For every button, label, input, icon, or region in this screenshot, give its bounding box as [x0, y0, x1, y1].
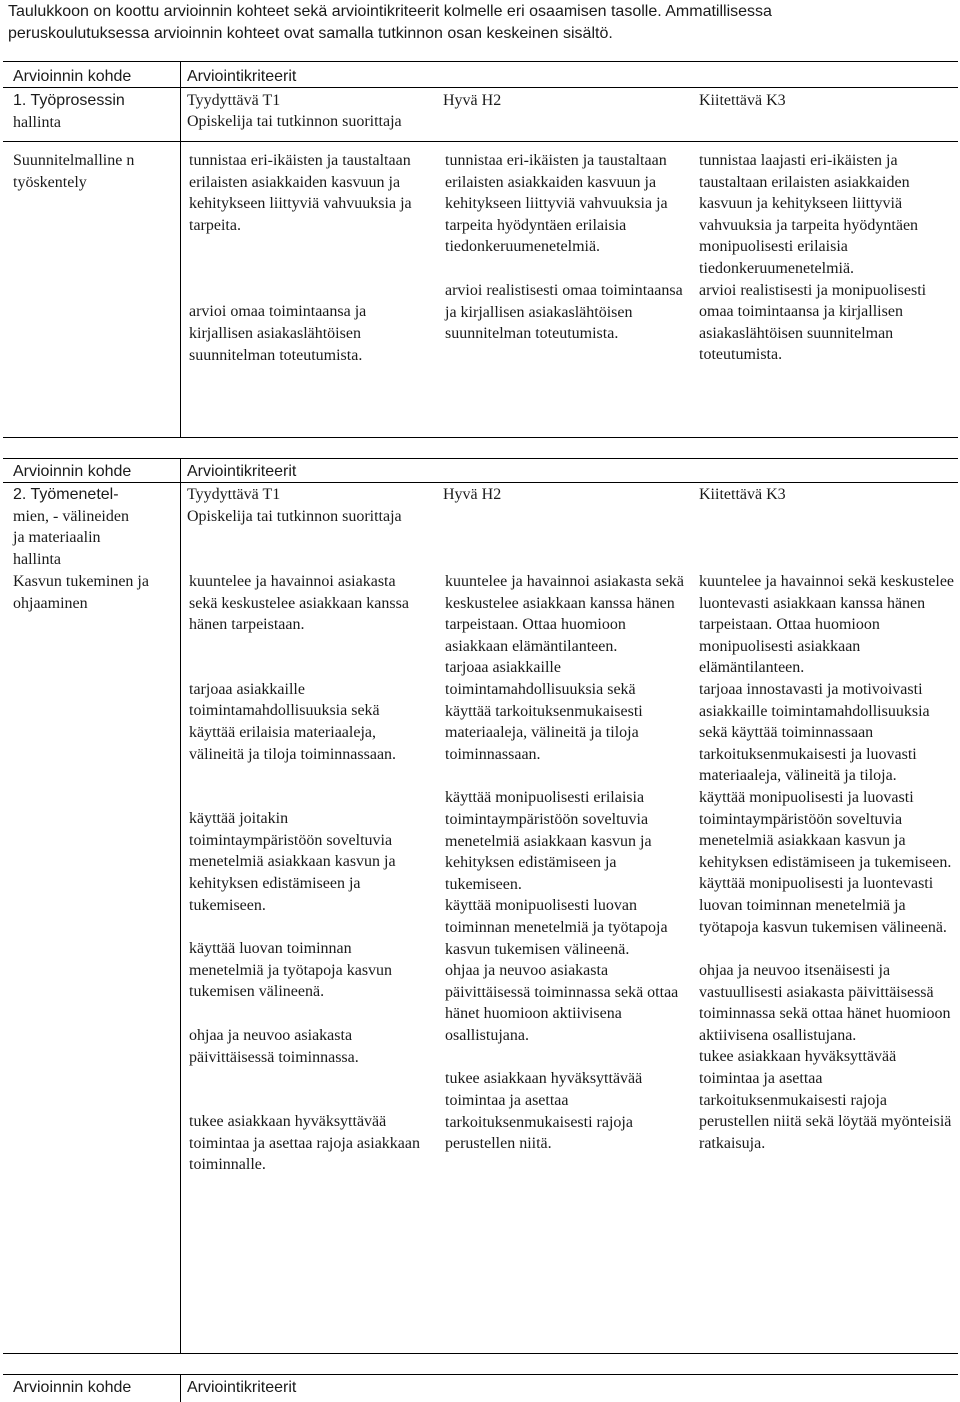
assessment-target-header: Arvioinnin kohde: [13, 463, 132, 480]
criterion-text: kuuntelee ja havainnoi asiakasta sekä keskustelee asiakkaan kanssa hänen tarpeistaan.: [189, 573, 409, 634]
row-label: Kasvun tukeminen ja ohjaaminen: [13, 573, 149, 612]
criterion-text: ohjaa ja neuvoo itsenäisesti ja vastuullisesti asiakasta päivittäisessä toiminnassa sekä ottaa hänet huomioon aktiivisena osallistujana.: [699, 962, 951, 1044]
criterion-text: arvioi realistisesti ja monipuolisesti omaa toimintaansa ja kirjallisen asiakaslähtöisen suunnitelman toteutumista.: [699, 281, 927, 364]
criterion-text: tukee asiakkaan hyväksyttävää toimintaa ja asettaa tarkoituksenmukaisesti rajoja perustellen niitä sekä löytää myönteisiä ratkaisuja.: [699, 1048, 952, 1152]
t1-criteria: [189, 150, 429, 366]
criterion-text: tarjoaa innostavasti ja motivoivasti asiakkaille toimintamahdollisuuksia sekä käyttää toiminnassaan tarkoituksenmukaisesti ja luovasti materiaaleja, välineitä ja tiloja.: [699, 680, 930, 785]
level-k3-header: Kiitettävä K3: [699, 92, 786, 109]
k3-criteria: [699, 150, 954, 366]
criterion-text: käyttää luovan toiminnan menetelmiä ja työtapoja kasvun tukemisen välineenä.: [189, 940, 393, 1001]
table-rule: [3, 1353, 958, 1354]
h2-criteria: [445, 150, 685, 345]
criterion-text: kuuntelee ja havainnoi asiakasta sekä keskustelee asiakkaan kanssa hänen tarpeistaan. Ottaa huomioon asiakkaan elämäntilanteen.: [445, 573, 685, 655]
area-subtitle: hallinta: [13, 550, 61, 568]
table-rule: [3, 437, 958, 438]
criterion-text: tunnistaa eri-ikäisten ja taustaltaan erilaisten asiakkaiden kasvuun ja kehitykseen liittyviä vahvuuksia ja tarpeita.: [189, 152, 412, 234]
criterion-text: tukee asiakkaan hyväksyttävää toimintaa ja asettaa tarkoituksenmukaisesti rajoja perustellen niitä.: [445, 1070, 643, 1153]
criterion-text: arvioi omaa toimintaansa ja kirjallisen asiakaslähtöisen suunnitelman toteutumista.: [189, 303, 367, 364]
column-rule: [180, 1374, 181, 1402]
intro-line-2: peruskoulutuksessa arvioinnin kohteet ovat samalla tutkinnon osan keskeinen sisältö.: [8, 24, 613, 42]
level-k3-header: Kiitettävä K3: [699, 486, 786, 503]
table-rule: [3, 1374, 958, 1375]
criterion-text: ohjaa ja neuvoo asiakasta päivittäisessä toiminnassa.: [189, 1026, 359, 1066]
level-h2-header: Hyvä H2: [443, 92, 502, 109]
level-t1-header: Tyydyttävä T1: [187, 92, 281, 109]
intro-line-1: Taulukkoon on koottu arvioinnin kohteet sekä arviointikriteerit kolmelle eri osaamisen tasolle. Ammatillisessa: [8, 3, 772, 20]
t1-criteria: [189, 571, 424, 1176]
area-title: 1. Työprosessin: [13, 92, 125, 109]
assessment-area: [13, 484, 178, 570]
criterion-text: käyttää monipuolisesti ja luovasti toimintaympäristöön soveltuvia menetelmiä asiakkaan kasvun ja kehityksen edistämiseen ja tukemiseen.: [699, 788, 952, 871]
subject-label: Opiskelija tai tutkinnon suorittaja: [187, 508, 402, 525]
area-subtitle: hallinta: [13, 113, 61, 131]
level-h2-header: Hyvä H2: [443, 486, 502, 503]
criteria-header: Arviointikriteerit: [187, 68, 297, 85]
table-rule: [3, 61, 958, 62]
h2-criteria: [445, 571, 685, 1155]
area-title: 2. Työmenetel-: [13, 486, 119, 503]
criterion-text: arvioi realistisesti omaa toimintaansa ja kirjallisen asiakaslähtöisen suunnitelman toteutumista.: [445, 281, 683, 343]
assessment-target-header: Arvioinnin kohde: [13, 68, 132, 85]
area-subtitle: ja materiaalin: [13, 529, 101, 547]
criterion-text: tukee asiakkaan hyväksyttävää toimintaa ja asettaa rajoja asiakkaan toiminnalle.: [189, 1113, 420, 1174]
column-rule: [180, 458, 181, 1353]
k3-criteria: [699, 571, 954, 1154]
table-rule: [3, 458, 958, 459]
assessment-target-header: Arvioinnin kohde: [13, 1379, 132, 1396]
subject-label: Opiskelija tai tutkinnon suorittaja: [187, 113, 402, 130]
table-rule: [3, 141, 958, 142]
criteria-header: Arviointikriteerit: [187, 1379, 297, 1396]
criterion-text: käyttää monipuolisesti ja luontevasti luovan toiminnan menetelmiä ja työtapoja kasvun tukemisen välineenä.: [699, 875, 947, 936]
column-rule: [180, 61, 181, 437]
criterion-text: tunnistaa eri-ikäisten ja taustaltaan erilaisten asiakkaiden kasvuun ja kehitykseen liittyviä vahvuuksia ja tarpeita hyödyntäen erilaisia tiedonkeruumenetelmiä.: [445, 152, 668, 256]
criterion-text: tunnistaa laajasti eri-ikäisten ja taustaltaan erilaisten asiakkaiden kasvuun ja kehitykseen liittyviä vahvuuksia ja tarpeita hyödyntäen monipuolisesti erilaisia tiedonkeruumenetelmiä.: [699, 152, 919, 277]
criterion-text: käyttää monipuolisesti luovan toiminnan menetelmiä ja työtapoja kasvun tukemisen välineenä.: [445, 897, 668, 958]
criterion-text: kuuntelee ja havainnoi sekä keskustelee luontevasti asiakkaan kanssa hänen tarpeistaan. Ottaa huomioon monipuolisesti asiakkaan elämäntilanteen.: [699, 573, 955, 677]
criteria-header: Arviointikriteerit: [187, 463, 297, 480]
row-label: Suunnitelmalline n työskentely: [13, 152, 135, 191]
criterion-text: tarjoaa asiakkaille toimintamahdollisuuksia sekä käyttää erilaisia materiaaleja, välineitä ja tiloja toiminnassaan.: [189, 680, 397, 763]
assessment-area: [13, 90, 178, 133]
level-t1-header: Tyydyttävä T1: [187, 486, 281, 503]
criterion-text: käyttää joitakin toimintaympäristöön soveltuvia menetelmiä asiakkaan kasvun ja kehityksen edistämiseen ja tukemiseen.: [189, 810, 396, 914]
area-subtitle: mien, - välineiden: [13, 507, 129, 525]
criterion-text: ohjaa ja neuvoo asiakasta päivittäisessä toiminnassa sekä ottaa hänet huomioon aktiivisena osallistujana.: [445, 962, 679, 1044]
intro-text: [8, 1, 953, 44]
criterion-text: tarjoaa asiakkaille toimintamahdollisuuksia sekä käyttää tarkoituksenmukaisesti materiaaleja, välineitä ja tiloja toiminnassaan.: [445, 659, 643, 763]
criterion-text: käyttää monipuolisesti erilaisia toimintaympäristöön soveltuvia menetelmiä asiakkaan kasvun ja kehityksen edistämiseen ja tukemiseen.: [445, 789, 652, 893]
